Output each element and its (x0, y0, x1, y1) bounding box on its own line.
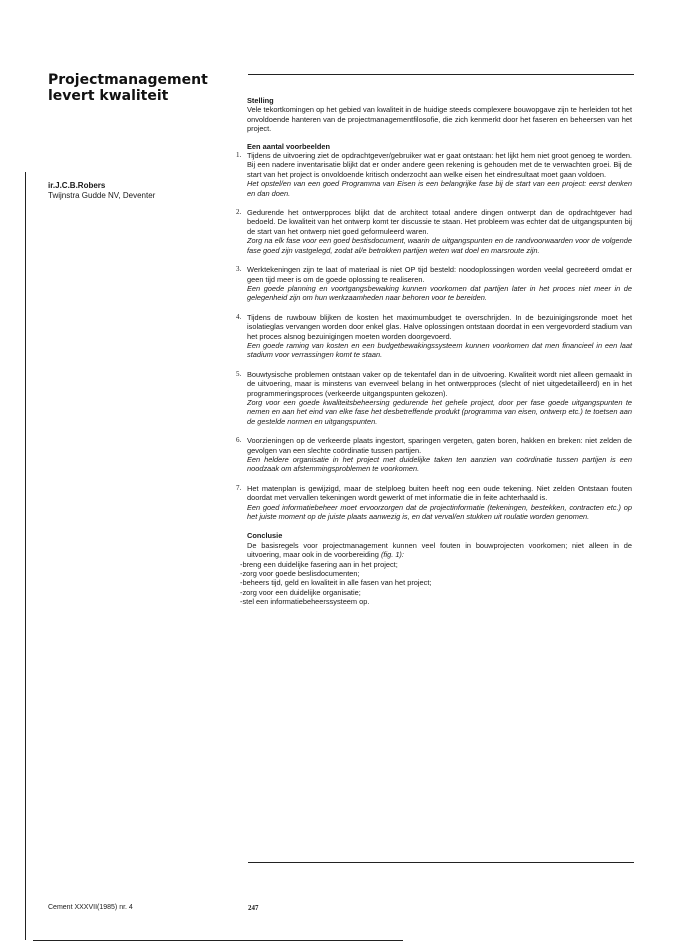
example-7 (236, 484, 632, 522)
conclusion-intro (236, 541, 632, 560)
conclusion-item: -zorg voor een duidelijke organisatie; (240, 587, 361, 597)
example-1 (236, 151, 632, 198)
example-advice: Een heldere organisatie in het project met duidelijke taken ten aanzien van coördinatie tussen partijen is een noodzaak om afstemmingsproblemen te voorkomen. (247, 455, 632, 474)
example-problem: Het matenplan is gewijzigd, maar de stelploeg buiten heeft nog een oude tekening. Niet zelden Ontstaan fouten doordat met vervallen tekeningen wordt gewerkt of met informatie die in feite achterhaald is. (247, 483, 632, 503)
example-advice: Zorg voor een goede kwaliteitsbeheersing gedurende het gehele project, door per fase goede uitgangspunten te nemen en aan het eind van elke fase het desbetreffende produkt (programma van eisen, ontwerp etc.) te toetsen aan de gestelde normen en uitgangspunten. (247, 397, 632, 426)
example-number: 3. (236, 265, 242, 274)
conclusion-item: -stel een informatiebeheerssysteem op. (240, 597, 370, 607)
author-affiliation: Twijnstra Gudde NV, Deventer (48, 191, 156, 200)
conclusion-item: -beheers tijd, geld en kwaliteit in alle fasen van het project; (240, 578, 432, 588)
example-2 (236, 208, 632, 255)
statement-heading: Stelling (247, 96, 274, 105)
example-problem: Werktekeningen zijn te laat of materiaal is niet OP tijd besteld: noodoplossingen worden veelal gecreëerd omdat er geen tijd meer is om de goede oplossing te realiseren. (247, 265, 632, 284)
title-line-1: Projectmanagement (48, 72, 208, 88)
example-5 (236, 370, 632, 426)
example-advice: Het opstel/en van een goed Programma van Eisen is een belangrijke fase bij de start van een project: eerst denken en dan doen. (247, 179, 632, 198)
conclusion-heading: Conclusie (247, 531, 283, 541)
example-number: 6. (236, 436, 242, 445)
author-name: ir.J.C.B.Robers (48, 181, 106, 190)
example-advice: Een goede planning en voortgangsbewaking kunnen voorkomen dat partijen later in het proces niet meer in de gelegenheid zijn om hun werkzaamheden naar behoren voor te bereiden. (247, 283, 632, 303)
example-number: 5. (236, 369, 242, 378)
example-problem: Gedurende het ontwerpproces blijkt dat de architect totaal andere dingen ontwerpt dan de opdrachtgever had bedoeld. De kwaliteit van het ontwerp komt ter discussie te staan. Het probleem was echter dat de uitgangspunten bij de start van het ontwerp niet goed geformuleerd waren. (247, 208, 632, 236)
example-advice: Zorg na elk fase voor een goed bestisdocument, waarin de uitgangspunten en de randvoorwaarden voor de volgende fase goed zijn vastgelegd, zodat al/e betrokken partijen weten wat doel en marsroute zijn. (247, 236, 632, 255)
conclusion-section (236, 531, 632, 606)
page-number: 247 (248, 904, 259, 912)
example-number: 1. (236, 151, 242, 160)
example-3 (236, 265, 632, 303)
examples-heading: Een aantal voorbeelden (247, 141, 330, 151)
author-block (48, 181, 228, 201)
top-rule (248, 74, 634, 75)
main-column (236, 96, 632, 607)
example-problem: Bouwtysische problemen ontstaan vaker op de tekentafel dan in de uitvoering. Kwaliteit wordt niet alleen gemaakt in de uitvoering, maar is minstens van evenveel belang in het ontwerpproces (slecht of niet uitgedetailleerd) en in het programmeringsproces (verkeerde uitgangspunten gekozen). (247, 369, 632, 398)
conclusion-item: -zorg voor goede beslisdocumenten; (240, 569, 360, 579)
example-number: 4. (236, 312, 242, 321)
footer-rule (33, 940, 403, 941)
example-6 (236, 436, 632, 474)
examples-section (236, 142, 632, 522)
title-line-2: levert kwaliteit (48, 88, 169, 104)
example-number: 7. (236, 483, 242, 492)
article-title (48, 72, 218, 104)
conclusion-intro-text: De basisregels voor projectmanagement kunnen veel fouten in bouwprojecten voorkomen; niet alleen in de uitvoering, maar ook in de voorbereiding (247, 540, 632, 560)
example-problem: Tijdens de ruwbouw blijken de kosten het maximumbudget te overschrijden. In de bezuinigingsronde moet het isolatieglas vervangen worden door enkel glas. Halve oplossingen ontstaan doordat in een vergevorderd stadium van het proces alsnog bezuinigingen moeten worden doorgevoerd. (247, 312, 632, 341)
statement-text: Vele tekortkomingen op het gebied van kwaliteit in de huidige steeds complexere bouwopgave zijn te herleiden tot het onvoldoende hanteren van de projectmanagementfilosofie, die zich kenmerkt door het faseren en beheersen van het project. (247, 105, 632, 134)
example-advice: Een goed informatiebeheer moet ervoorzorgen dat de projectinformatie (tekeningen, bestekken, contracten etc.) op het juiste moment op de juiste plaats aanwezig is, en dat verval/en stukken uit roulatie worden genomen. (247, 502, 632, 522)
example-advice: Een goede raming van kosten en een budgetbewakingssysteem kunnen voorkomen dat men financieel in een laat stadium voor verrassingen komt te staan. (247, 340, 632, 360)
example-number: 2. (236, 208, 242, 217)
bottom-rule (248, 862, 634, 863)
example-problem: Tijdens de uitvoering ziet de opdrachtgever/gebruiker wat er gaat ontstaan: het lijkt hem niet groot genoeg te worden. Bij een nadere inventarisatie blijkt dat er onder andere geen rekening is gehouden met de te verwachten groei. Bij de start van het project is onvoldoende kritisch onderzocht aan welke eisen het eindresultaat moet gaan voldoen. (247, 151, 632, 179)
left-margin-rule (25, 172, 26, 940)
figure-reference: (fig. 1): (378, 550, 404, 560)
journal-citation: Cement XXXVII(1985) nr. 4 (48, 904, 133, 911)
example-problem: Voorzieningen op de verkeerde plaats ingestort, sparingen vergeten, gaten boren, hakken en breken: niet zelden de gevolgen van een slechte coördinatie tussen partijen. (247, 436, 632, 455)
conclusion-item: -breng een duidelijke fasering aan in het project; (240, 559, 398, 569)
example-4 (236, 313, 632, 360)
